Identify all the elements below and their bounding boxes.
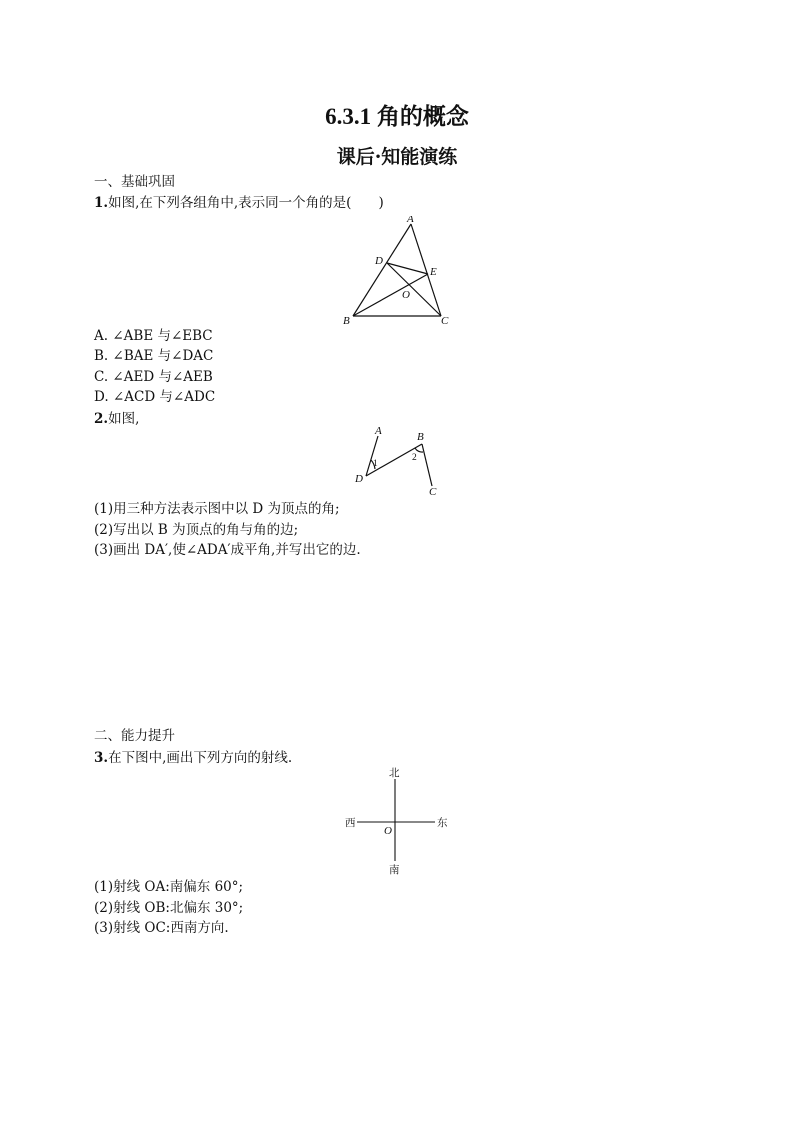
compass-figure: [340, 763, 455, 878]
segment-be: [353, 274, 428, 316]
label-o: O: [402, 289, 410, 301]
question-1-text: 如图,在下列各组角中,表示同一个角的是( ): [108, 195, 384, 211]
triangle-figure: [335, 216, 465, 330]
section-advanced: 二、能力提升: [94, 728, 175, 744]
angle-figure: [350, 424, 445, 500]
option-a: A. ∠ABE 与∠EBC: [94, 328, 213, 344]
question-1: [94, 193, 384, 213]
question-2-part-1: (1)用三种方法表示图中以 D 为顶点的角;: [94, 501, 340, 517]
label-a: A: [407, 216, 414, 225]
label-c: C: [441, 315, 449, 327]
question-3-part-2: (2)射线 OB:北偏东 30°;: [94, 900, 244, 916]
west-label: 西: [345, 818, 356, 829]
label-b: B: [343, 315, 350, 327]
ray-bc: [422, 444, 432, 486]
angle-1-label: 1: [373, 459, 378, 469]
option-c: C. ∠AED 与∠AEB: [94, 369, 213, 385]
question-3-part-1: (1)射线 OA:南偏东 60°;: [94, 879, 244, 895]
question-3-text: 在下图中,画出下列方向的射线.: [108, 750, 293, 766]
label-d: D: [375, 255, 383, 267]
angle-2-label: 2: [412, 453, 417, 463]
label-b: B: [417, 431, 424, 443]
question-3: [94, 748, 292, 768]
section-basic: 一、基础巩固: [94, 174, 175, 190]
angle-2-arc: [415, 448, 423, 452]
segment-ab: [353, 224, 411, 316]
page-title: 6.3.1 角的概念: [325, 104, 469, 129]
question-2-number: 2.: [94, 411, 109, 427]
label-d: D: [355, 473, 363, 485]
page-subtitle: 课后·知能演练: [336, 146, 458, 168]
question-2: [94, 409, 139, 429]
question-2-part-3: (3)画出 DA′,使∠ADA′成平角,并写出它的边.: [94, 542, 361, 558]
question-1-number: 1.: [94, 195, 109, 211]
label-c: C: [429, 486, 437, 498]
south-label: 南: [389, 865, 400, 876]
question-3-part-3: (3)射线 OC:西南方向.: [94, 920, 229, 936]
question-2-part-2: (2)写出以 B 为顶点的角与角的边;: [94, 522, 299, 538]
option-d: D. ∠ACD 与∠ADC: [94, 389, 216, 405]
east-label: 东: [437, 818, 448, 829]
question-2-text: 如图,: [108, 411, 140, 427]
option-b: B. ∠BAE 与∠DAC: [94, 348, 214, 364]
origin-label: O: [384, 825, 392, 837]
label-e: E: [430, 266, 437, 278]
north-label: 北: [389, 768, 400, 779]
label-a: A: [375, 425, 382, 437]
question-3-number: 3.: [94, 750, 109, 766]
